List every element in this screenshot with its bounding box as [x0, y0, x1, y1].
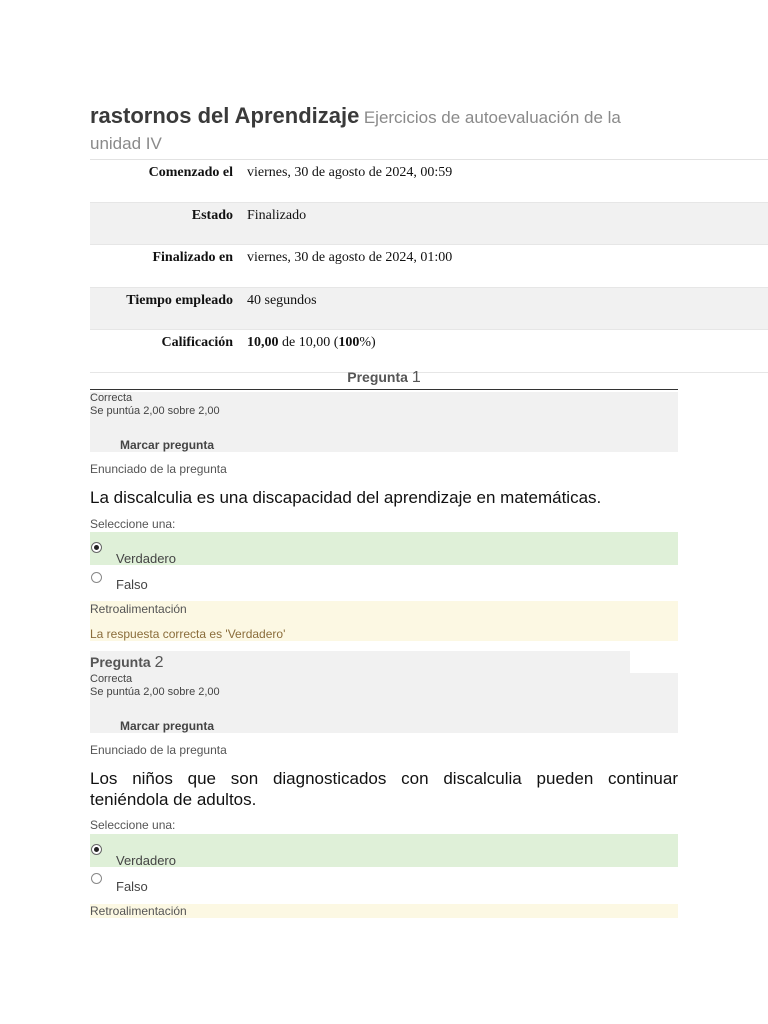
summary-row-time [90, 288, 768, 331]
summary-value: Finalizado [247, 203, 768, 245]
question-2-info [90, 673, 678, 733]
summary-row-started [90, 160, 768, 203]
summary-value [247, 330, 768, 372]
select-one-label: Seleccione una: [90, 818, 176, 832]
question-label: Pregunta [90, 654, 151, 670]
feedback-label: Retroalimentación [90, 602, 187, 616]
feedback-box [90, 601, 678, 641]
summary-value: 40 segundos [247, 288, 768, 330]
summary-label: Comenzado el [90, 160, 247, 202]
question-text: Los niños que son diagnosticados con discalculia pueden continuar teniéndola de adultos. [90, 769, 678, 809]
course-name: rastornos del Aprendizaje [90, 103, 360, 128]
radio-selected-icon[interactable] [91, 844, 102, 855]
answer-option-true[interactable] [90, 532, 678, 565]
answer-label: Verdadero [116, 853, 176, 868]
grade-percent: 100 [338, 335, 360, 350]
page-title [90, 103, 650, 157]
question-1-heading [90, 369, 678, 390]
question-status: Correcta [90, 673, 133, 685]
question-1-info [90, 392, 678, 452]
question-score: Se puntúa 2,00 sobre 2,00 [90, 405, 220, 417]
feedback-text: La respuesta correcta es 'Verdadero' [90, 627, 286, 641]
radio-empty-icon[interactable] [91, 873, 102, 884]
grade-value: 10,00 [247, 335, 279, 350]
grade-text: de 10,00 ( [278, 335, 339, 350]
attempt-summary-table [90, 159, 768, 373]
summary-label: Calificación [90, 330, 247, 372]
answer-label: Verdadero [116, 551, 176, 566]
summary-label: Estado [90, 203, 247, 245]
summary-value: viernes, 30 de agosto de 2024, 01:00 [247, 245, 768, 287]
summary-value: viernes, 30 de agosto de 2024, 00:59 [247, 160, 768, 202]
flag-question-button[interactable]: Marcar pregunta [120, 719, 215, 733]
answer-option-true[interactable] [90, 834, 678, 867]
summary-row-finished [90, 245, 768, 288]
answer-label: Falso [116, 879, 148, 894]
summary-label: Finalizado en [90, 245, 247, 287]
select-one-label: Seleccione una: [90, 517, 176, 531]
question-stem-label: Enunciado de la pregunta [90, 462, 227, 476]
question-score: Se puntúa 2,00 sobre 2,00 [90, 686, 220, 698]
question-status: Correcta [90, 392, 133, 404]
radio-empty-icon[interactable] [91, 572, 102, 583]
question-text: La discalculia es una discapacidad del aprendizaje en matemáticas. [90, 488, 602, 507]
question-number: 2 [154, 654, 164, 671]
question-stem-label: Enunciado de la pregunta [90, 743, 227, 757]
summary-row-grade [90, 330, 768, 373]
summary-label: Tiempo empleado [90, 288, 247, 330]
quiz-name: Ejercicios de autoevaluación de la unidad IV [90, 108, 621, 153]
question-number: 1 [411, 369, 421, 386]
answer-option-false[interactable] [90, 565, 678, 598]
question-2-heading [90, 651, 630, 673]
answer-option-false[interactable] [90, 867, 678, 900]
question-label: Pregunta [347, 369, 408, 385]
answer-label: Falso [116, 577, 148, 592]
feedback-label: Retroalimentación [90, 904, 678, 918]
grade-text-end: %) [359, 335, 376, 350]
radio-selected-icon[interactable] [91, 542, 102, 553]
flag-question-button[interactable]: Marcar pregunta [120, 438, 215, 452]
summary-row-state [90, 203, 768, 246]
